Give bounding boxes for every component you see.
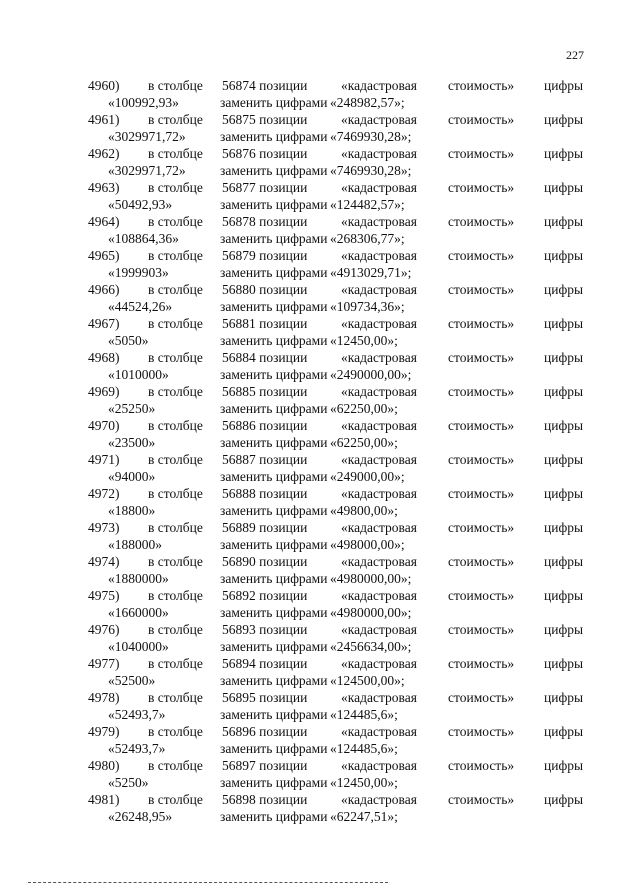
entry-number: 4962) bbox=[88, 146, 120, 161]
digits-text: цифры bbox=[544, 214, 584, 229]
position-text: 56880 позиции bbox=[222, 282, 308, 297]
entry-number: 4976) bbox=[88, 622, 120, 637]
digits-text: цифры bbox=[544, 180, 584, 195]
cadastral-text: «кадастровая bbox=[341, 316, 417, 331]
old-value: «3029971,72» bbox=[108, 163, 186, 178]
digits-text: цифры bbox=[544, 656, 584, 671]
entry-line-2 bbox=[0, 638, 640, 655]
cadastral-text: «кадастровая bbox=[341, 792, 417, 807]
position-text: 56888 позиции bbox=[222, 486, 308, 501]
new-value: «268306,77»; bbox=[330, 231, 405, 246]
position-text: 56889 позиции bbox=[222, 520, 308, 535]
position-text: 56894 позиции bbox=[222, 656, 308, 671]
entry-line-1 bbox=[0, 383, 640, 400]
in-column-text: в столбце bbox=[148, 486, 203, 501]
position-text: 56885 позиции bbox=[222, 384, 308, 399]
entry-line-1 bbox=[0, 179, 640, 196]
amendment-entry bbox=[0, 791, 640, 825]
entry-number: 4974) bbox=[88, 554, 120, 569]
digits-text: цифры bbox=[544, 554, 584, 569]
value-text: стоимость» bbox=[448, 520, 515, 535]
entry-line-1 bbox=[0, 485, 640, 502]
value-text: стоимость» bbox=[448, 452, 515, 467]
entry-number: 4965) bbox=[88, 248, 120, 263]
cadastral-text: «кадастровая bbox=[341, 248, 417, 263]
entry-line-2 bbox=[0, 672, 640, 689]
digits-text: цифры bbox=[544, 452, 584, 467]
old-value: «1880000» bbox=[108, 571, 169, 586]
amendment-entry bbox=[0, 519, 640, 553]
cadastral-text: «кадастровая bbox=[341, 588, 417, 603]
replace-text: заменить цифрами bbox=[220, 639, 328, 654]
value-text: стоимость» bbox=[448, 690, 515, 705]
in-column-text: в столбце bbox=[148, 622, 203, 637]
replace-text: заменить цифрами bbox=[220, 775, 328, 790]
value-text: стоимость» bbox=[448, 656, 515, 671]
in-column-text: в столбце bbox=[148, 78, 203, 93]
entry-number: 4975) bbox=[88, 588, 120, 603]
entry-line-2 bbox=[0, 162, 640, 179]
in-column-text: в столбце bbox=[148, 418, 203, 433]
entry-line-2 bbox=[0, 774, 640, 791]
cadastral-text: «кадастровая bbox=[341, 724, 417, 739]
amendment-entry bbox=[0, 485, 640, 519]
amendment-list bbox=[0, 77, 640, 825]
digits-text: цифры bbox=[544, 758, 584, 773]
in-column-text: в столбце bbox=[148, 520, 203, 535]
entry-number: 4964) bbox=[88, 214, 120, 229]
entry-number: 4969) bbox=[88, 384, 120, 399]
position-text: 56881 позиции bbox=[222, 316, 308, 331]
cadastral-text: «кадастровая bbox=[341, 418, 417, 433]
old-value: «100992,93» bbox=[108, 95, 179, 110]
value-text: стоимость» bbox=[448, 214, 515, 229]
value-text: стоимость» bbox=[448, 792, 515, 807]
entry-number: 4966) bbox=[88, 282, 120, 297]
in-column-text: в столбце bbox=[148, 180, 203, 195]
entry-line-1 bbox=[0, 315, 640, 332]
in-column-text: в столбце bbox=[148, 112, 203, 127]
position-text: 56887 позиции bbox=[222, 452, 308, 467]
digits-text: цифры bbox=[544, 520, 584, 535]
digits-text: цифры bbox=[544, 418, 584, 433]
in-column-text: в столбце bbox=[148, 282, 203, 297]
entry-number: 4960) bbox=[88, 78, 120, 93]
replace-text: заменить цифрами bbox=[220, 673, 328, 688]
footer-rule bbox=[28, 882, 388, 883]
new-value: «498000,00»; bbox=[330, 537, 405, 552]
old-value: «50492,93» bbox=[108, 197, 173, 212]
new-value: «4980000,00»; bbox=[330, 571, 412, 586]
new-value: «62247,51»; bbox=[330, 809, 398, 824]
entry-number: 4963) bbox=[88, 180, 120, 195]
amendment-entry bbox=[0, 281, 640, 315]
value-text: стоимость» bbox=[448, 78, 515, 93]
replace-text: заменить цифрами bbox=[220, 571, 328, 586]
in-column-text: в столбце bbox=[148, 792, 203, 807]
entry-line-1 bbox=[0, 111, 640, 128]
entry-line-1 bbox=[0, 213, 640, 230]
entry-line-2 bbox=[0, 604, 640, 621]
replace-text: заменить цифрами bbox=[220, 367, 328, 382]
amendment-entry bbox=[0, 383, 640, 417]
position-text: 56897 позиции bbox=[222, 758, 308, 773]
entry-line-1 bbox=[0, 689, 640, 706]
digits-text: цифры bbox=[544, 112, 584, 127]
position-text: 56892 позиции bbox=[222, 588, 308, 603]
old-value: «5250» bbox=[108, 775, 149, 790]
in-column-text: в столбце bbox=[148, 588, 203, 603]
cadastral-text: «кадастровая bbox=[341, 690, 417, 705]
value-text: стоимость» bbox=[448, 622, 515, 637]
replace-text: заменить цифрами bbox=[220, 741, 328, 756]
entry-line-1 bbox=[0, 655, 640, 672]
amendment-entry bbox=[0, 621, 640, 655]
entry-number: 4967) bbox=[88, 316, 120, 331]
old-value: «188000» bbox=[108, 537, 162, 552]
entry-line-2 bbox=[0, 570, 640, 587]
old-value: «52493,7» bbox=[108, 707, 166, 722]
digits-text: цифры bbox=[544, 146, 584, 161]
position-text: 56884 позиции bbox=[222, 350, 308, 365]
value-text: стоимость» bbox=[448, 758, 515, 773]
position-text: 56877 позиции bbox=[222, 180, 308, 195]
replace-text: заменить цифрами bbox=[220, 333, 328, 348]
cadastral-text: «кадастровая bbox=[341, 214, 417, 229]
position-text: 56896 позиции bbox=[222, 724, 308, 739]
entry-line-2 bbox=[0, 502, 640, 519]
old-value: «108864,36» bbox=[108, 231, 179, 246]
entry-line-1 bbox=[0, 621, 640, 638]
digits-text: цифры bbox=[544, 690, 584, 705]
digits-text: цифры bbox=[544, 316, 584, 331]
old-value: «1040000» bbox=[108, 639, 169, 654]
position-text: 56876 позиции bbox=[222, 146, 308, 161]
replace-text: заменить цифрами bbox=[220, 503, 328, 518]
new-value: «62250,00»; bbox=[330, 401, 398, 416]
cadastral-text: «кадастровая bbox=[341, 78, 417, 93]
entry-line-2 bbox=[0, 808, 640, 825]
amendment-entry bbox=[0, 77, 640, 111]
entry-line-1 bbox=[0, 791, 640, 808]
in-column-text: в столбце bbox=[148, 384, 203, 399]
value-text: стоимость» bbox=[448, 486, 515, 501]
digits-text: цифры bbox=[544, 78, 584, 93]
replace-text: заменить цифрами bbox=[220, 231, 328, 246]
position-text: 56886 позиции bbox=[222, 418, 308, 433]
cadastral-text: «кадастровая bbox=[341, 520, 417, 535]
new-value: «124500,00»; bbox=[330, 673, 405, 688]
entry-line-2 bbox=[0, 740, 640, 757]
old-value: «1660000» bbox=[108, 605, 169, 620]
entry-line-1 bbox=[0, 247, 640, 264]
in-column-text: в столбце bbox=[148, 724, 203, 739]
entry-line-1 bbox=[0, 757, 640, 774]
amendment-entry bbox=[0, 111, 640, 145]
cadastral-text: «кадастровая bbox=[341, 486, 417, 501]
digits-text: цифры bbox=[544, 588, 584, 603]
amendment-entry bbox=[0, 655, 640, 689]
new-value: «124485,6»; bbox=[330, 741, 398, 756]
in-column-text: в столбце bbox=[148, 214, 203, 229]
entry-line-2 bbox=[0, 536, 640, 553]
entry-number: 4981) bbox=[88, 792, 120, 807]
entry-line-1 bbox=[0, 417, 640, 434]
digits-text: цифры bbox=[544, 248, 584, 263]
old-value: «94000» bbox=[108, 469, 156, 484]
new-value: «2490000,00»; bbox=[330, 367, 412, 382]
new-value: «4913029,71»; bbox=[330, 265, 412, 280]
amendment-entry bbox=[0, 553, 640, 587]
in-column-text: в столбце bbox=[148, 656, 203, 671]
in-column-text: в столбце bbox=[148, 690, 203, 705]
new-value: «248982,57»; bbox=[330, 95, 405, 110]
value-text: стоимость» bbox=[448, 588, 515, 603]
value-text: стоимость» bbox=[448, 724, 515, 739]
old-value: «52493,7» bbox=[108, 741, 166, 756]
entry-line-2 bbox=[0, 434, 640, 451]
cadastral-text: «кадастровая bbox=[341, 758, 417, 773]
entry-line-2 bbox=[0, 230, 640, 247]
value-text: стоимость» bbox=[448, 180, 515, 195]
digits-text: цифры bbox=[544, 486, 584, 501]
value-text: стоимость» bbox=[448, 146, 515, 161]
entry-line-1 bbox=[0, 451, 640, 468]
position-text: 56874 позиции bbox=[222, 78, 308, 93]
replace-text: заменить цифрами bbox=[220, 129, 328, 144]
entry-number: 4973) bbox=[88, 520, 120, 535]
new-value: «2456634,00»; bbox=[330, 639, 412, 654]
cadastral-text: «кадастровая bbox=[341, 622, 417, 637]
new-value: «124485,6»; bbox=[330, 707, 398, 722]
entry-number: 4961) bbox=[88, 112, 120, 127]
value-text: стоимость» bbox=[448, 384, 515, 399]
value-text: стоимость» bbox=[448, 350, 515, 365]
position-text: 56875 позиции bbox=[222, 112, 308, 127]
old-value: «5050» bbox=[108, 333, 149, 348]
replace-text: заменить цифрами bbox=[220, 197, 328, 212]
value-text: стоимость» bbox=[448, 282, 515, 297]
new-value: «4980000,00»; bbox=[330, 605, 412, 620]
in-column-text: в столбце bbox=[148, 316, 203, 331]
cadastral-text: «кадастровая bbox=[341, 384, 417, 399]
entry-line-1 bbox=[0, 553, 640, 570]
amendment-entry bbox=[0, 417, 640, 451]
old-value: «1999903» bbox=[108, 265, 169, 280]
entry-line-2 bbox=[0, 332, 640, 349]
entry-number: 4977) bbox=[88, 656, 120, 671]
entry-line-2 bbox=[0, 264, 640, 281]
digits-text: цифры bbox=[544, 724, 584, 739]
entry-line-1 bbox=[0, 349, 640, 366]
entry-line-2 bbox=[0, 366, 640, 383]
amendment-entry bbox=[0, 179, 640, 213]
replace-text: заменить цифрами bbox=[220, 265, 328, 280]
replace-text: заменить цифрами bbox=[220, 435, 328, 450]
cadastral-text: «кадастровая bbox=[341, 282, 417, 297]
cadastral-text: «кадастровая bbox=[341, 180, 417, 195]
new-value: «62250,00»; bbox=[330, 435, 398, 450]
entry-line-2 bbox=[0, 298, 640, 315]
new-value: «7469930,28»; bbox=[330, 163, 412, 178]
value-text: стоимость» bbox=[448, 112, 515, 127]
cadastral-text: «кадастровая bbox=[341, 112, 417, 127]
position-text: 56879 позиции bbox=[222, 248, 308, 263]
cadastral-text: «кадастровая bbox=[341, 554, 417, 569]
old-value: «52500» bbox=[108, 673, 156, 688]
replace-text: заменить цифрами bbox=[220, 809, 328, 824]
new-value: «124482,57»; bbox=[330, 197, 405, 212]
old-value: «26248,95» bbox=[108, 809, 173, 824]
position-text: 56878 позиции bbox=[222, 214, 308, 229]
new-value: «249000,00»; bbox=[330, 469, 405, 484]
amendment-entry bbox=[0, 587, 640, 621]
value-text: стоимость» bbox=[448, 554, 515, 569]
entry-line-1 bbox=[0, 77, 640, 94]
digits-text: цифры bbox=[544, 350, 584, 365]
amendment-entry bbox=[0, 213, 640, 247]
entry-line-2 bbox=[0, 706, 640, 723]
entry-line-2 bbox=[0, 94, 640, 111]
entry-line-2 bbox=[0, 400, 640, 417]
replace-text: заменить цифрами bbox=[220, 707, 328, 722]
old-value: «25250» bbox=[108, 401, 156, 416]
amendment-entry bbox=[0, 723, 640, 757]
position-text: 56890 позиции bbox=[222, 554, 308, 569]
entry-line-2 bbox=[0, 196, 640, 213]
amendment-entry bbox=[0, 145, 640, 179]
amendment-entry bbox=[0, 349, 640, 383]
in-column-text: в столбце bbox=[148, 146, 203, 161]
digits-text: цифры bbox=[544, 384, 584, 399]
in-column-text: в столбце bbox=[148, 350, 203, 365]
cadastral-text: «кадастровая bbox=[341, 452, 417, 467]
new-value: «7469930,28»; bbox=[330, 129, 412, 144]
new-value: «12450,00»; bbox=[330, 775, 398, 790]
cadastral-text: «кадастровая bbox=[341, 146, 417, 161]
new-value: «12450,00»; bbox=[330, 333, 398, 348]
amendment-entry bbox=[0, 315, 640, 349]
entry-number: 4978) bbox=[88, 690, 120, 705]
entry-line-1 bbox=[0, 519, 640, 536]
digits-text: цифры bbox=[544, 792, 584, 807]
entry-number: 4971) bbox=[88, 452, 120, 467]
old-value: «3029971,72» bbox=[108, 129, 186, 144]
position-text: 56898 позиции bbox=[222, 792, 308, 807]
entry-line-1 bbox=[0, 723, 640, 740]
entry-number: 4972) bbox=[88, 486, 120, 501]
entry-number: 4980) bbox=[88, 758, 120, 773]
old-value: «1010000» bbox=[108, 367, 169, 382]
value-text: стоимость» bbox=[448, 248, 515, 263]
replace-text: заменить цифрами bbox=[220, 95, 328, 110]
replace-text: заменить цифрами bbox=[220, 401, 328, 416]
digits-text: цифры bbox=[544, 622, 584, 637]
amendment-entry bbox=[0, 757, 640, 791]
amendment-entry bbox=[0, 247, 640, 281]
in-column-text: в столбце bbox=[148, 758, 203, 773]
entry-line-1 bbox=[0, 145, 640, 162]
old-value: «18800» bbox=[108, 503, 156, 518]
cadastral-text: «кадастровая bbox=[341, 656, 417, 671]
new-value: «109734,36»; bbox=[330, 299, 405, 314]
replace-text: заменить цифрами bbox=[220, 537, 328, 552]
replace-text: заменить цифрами bbox=[220, 605, 328, 620]
position-text: 56895 позиции bbox=[222, 690, 308, 705]
page-number: 227 bbox=[566, 48, 584, 62]
entry-number: 4970) bbox=[88, 418, 120, 433]
in-column-text: в столбце bbox=[148, 248, 203, 263]
amendment-entry bbox=[0, 451, 640, 485]
value-text: стоимость» bbox=[448, 316, 515, 331]
in-column-text: в столбце bbox=[148, 452, 203, 467]
position-text: 56893 позиции bbox=[222, 622, 308, 637]
entry-number: 4979) bbox=[88, 724, 120, 739]
replace-text: заменить цифрами bbox=[220, 469, 328, 484]
in-column-text: в столбце bbox=[148, 554, 203, 569]
value-text: стоимость» bbox=[448, 418, 515, 433]
entry-line-2 bbox=[0, 468, 640, 485]
entry-line-1 bbox=[0, 281, 640, 298]
replace-text: заменить цифрами bbox=[220, 299, 328, 314]
entry-line-1 bbox=[0, 587, 640, 604]
new-value: «49800,00»; bbox=[330, 503, 398, 518]
digits-text: цифры bbox=[544, 282, 584, 297]
replace-text: заменить цифрами bbox=[220, 163, 328, 178]
cadastral-text: «кадастровая bbox=[341, 350, 417, 365]
entry-number: 4968) bbox=[88, 350, 120, 365]
amendment-entry bbox=[0, 689, 640, 723]
entry-line-2 bbox=[0, 128, 640, 145]
old-value: «44524,26» bbox=[108, 299, 173, 314]
old-value: «23500» bbox=[108, 435, 156, 450]
